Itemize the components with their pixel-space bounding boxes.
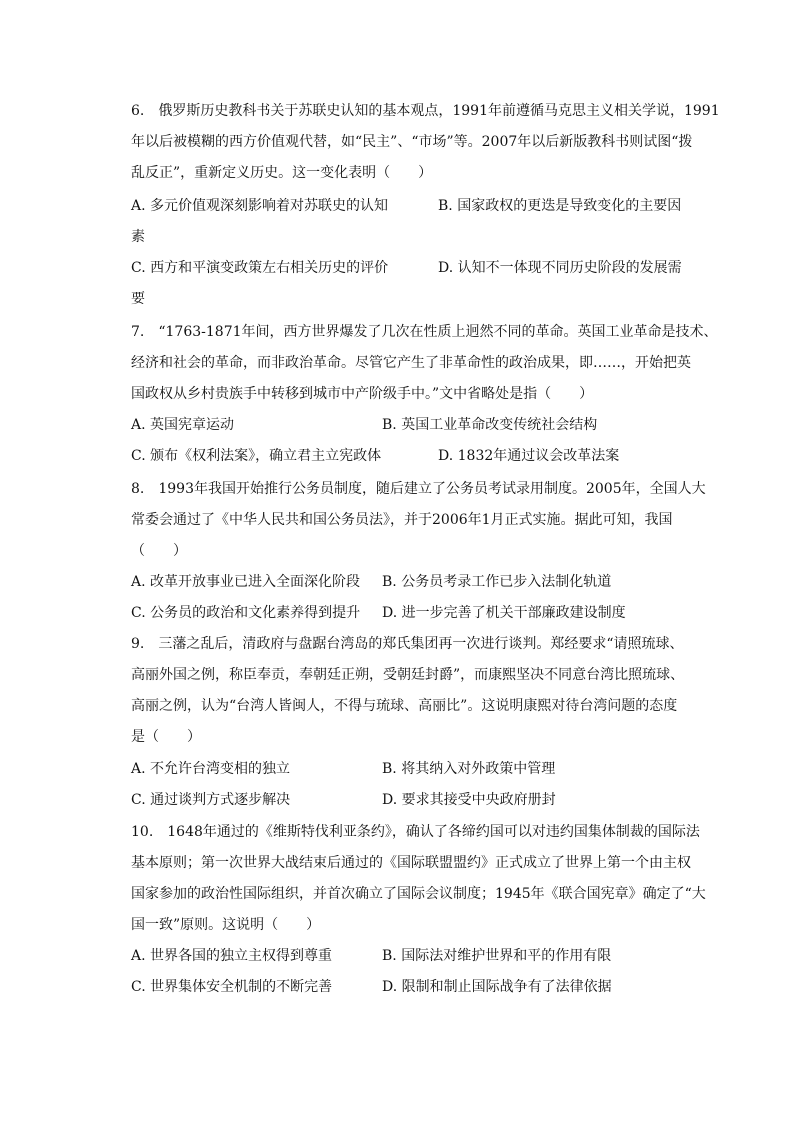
question-6-option-c: C. 西方和平演变政策左右相关历史的评价	[131, 260, 389, 276]
question-10-option-c: C. 世界集体安全机制的不断完善	[131, 979, 333, 995]
question-7-option-c: C. 颁布《权利法案》，确立君主立宪政体	[131, 448, 382, 464]
question-10-stem-line-3: 国家参加的政治性国际组织，并首次确立了国际会议制度；1945年《联合国宪章》确定了“大	[131, 886, 706, 902]
question-6-option-d-continued: 要	[131, 291, 145, 307]
question-6-option-d: D. 认知不一体现不同历史阶段的发展需	[438, 260, 682, 276]
question-9-stem-line-1: 9. 三藩之乱后，清政府与盘踞台湾岛的郑氏集团再一次进行谈判。郑经要求“请照琉球、	[131, 636, 684, 652]
question-9-stem-line-3: 高丽之例，认为“台湾人皆闽人，不得与琉球、高丽比”。这说明康熙对待台湾问题的态度	[131, 698, 678, 714]
question-8-stem-line-3: （ ）	[131, 543, 187, 559]
question-8-option-b: B. 公务员考录工作已步入法制化轨道	[382, 574, 612, 590]
question-10-option-b: B. 国际法对维护世界和平的作用有限	[382, 948, 612, 964]
question-8-option-c: C. 公务员的政治和文化素养得到提升	[131, 605, 361, 621]
question-6-stem-line-1: 6. 俄罗斯历史教科书关于苏联史认知的基本观点，1991年前遵循马克思主义相关学说，1991	[131, 103, 720, 119]
question-10-stem-line-1: 10. 1648年通过的《维斯特伐利亚条约》，确认了各缔约国可以对违约国集体制裁的国际法	[131, 824, 700, 840]
question-9-stem-line-4: 是（ ）	[131, 729, 201, 745]
question-9-option-b: B. 将其纳入对外政策中管理	[382, 761, 556, 777]
question-10-stem-line-2: 基本原则；第一次世界大战结束后通过的《国际联盟盟约》正式成立了世界上第一个由主权	[131, 855, 691, 871]
question-8-option-d: D. 进一步完善了机关干部廉政建设制度	[382, 605, 626, 621]
question-9-option-c: C. 通过谈判方式逐步解决	[131, 792, 291, 808]
question-8-stem-line-1: 8. 1993年我国开始推行公务员制度，随后建立了公务员考试录用制度。2005年，全国人大	[131, 481, 706, 497]
question-7-stem-line-2: 经济和社会的革命，而非政治革命。尽管它产生了非革命性的政治成果，即……，开始把英	[131, 355, 691, 371]
question-9-option-a: A. 不允许台湾变相的独立	[131, 761, 291, 777]
question-7-stem-line-3: 国政权从乡村贵族手中转移到城市中产阶级手中。”文中省略处是指（ ）	[131, 386, 594, 402]
question-10-option-a: A. 世界各国的独立主权得到尊重	[131, 948, 333, 964]
question-9-option-d: D. 要求其接受中央政府册封	[382, 792, 556, 808]
question-10-stem-line-4: 国一致”原则。这说明（ ）	[131, 917, 321, 933]
question-9-stem-line-2: 高丽外国之例，称臣奉贡，奉朝廷正朔，受朝廷封爵”，而康熙坚决不同意台湾比照琉球、	[131, 667, 685, 683]
question-7-option-b: B. 英国工业革命改变传统社会结构	[382, 417, 598, 433]
question-6-stem-line-3: 乱反正”，重新定义历史。这一变化表明（ ）	[131, 165, 433, 181]
question-6-option-b: B. 国家政权的更迭是导致变化的主要因	[438, 198, 682, 214]
question-6-option-b-continued: 素	[131, 229, 145, 245]
question-10-option-d: D. 限制和制止国际战争有了法律依据	[382, 979, 612, 995]
question-7-option-d: D. 1832年通过议会改革法案	[438, 448, 620, 464]
question-7-option-a: A. 英国宪章运动	[131, 417, 235, 433]
question-6-option-a: A. 多元价值观深刻影响着对苏联史的认知	[131, 198, 389, 214]
question-8-option-a: A. 改革开放事业已进入全面深化阶段	[131, 574, 361, 590]
question-7-stem-line-1: 7. “1763-1871年间，西方世界爆发了几次在性质上迥然不同的革命。英国工业革命是技术、	[131, 324, 718, 340]
question-6-stem-line-2: 年以后被模糊的西方价值观代替，如“民主”、“市场”等。2007年以后新版教科书则试图“拨	[131, 134, 693, 150]
question-8-stem-line-2: 常委会通过了《中华人民共和国公务员法》，并于2006年1月正式实施。据此可知，我国	[131, 512, 673, 528]
